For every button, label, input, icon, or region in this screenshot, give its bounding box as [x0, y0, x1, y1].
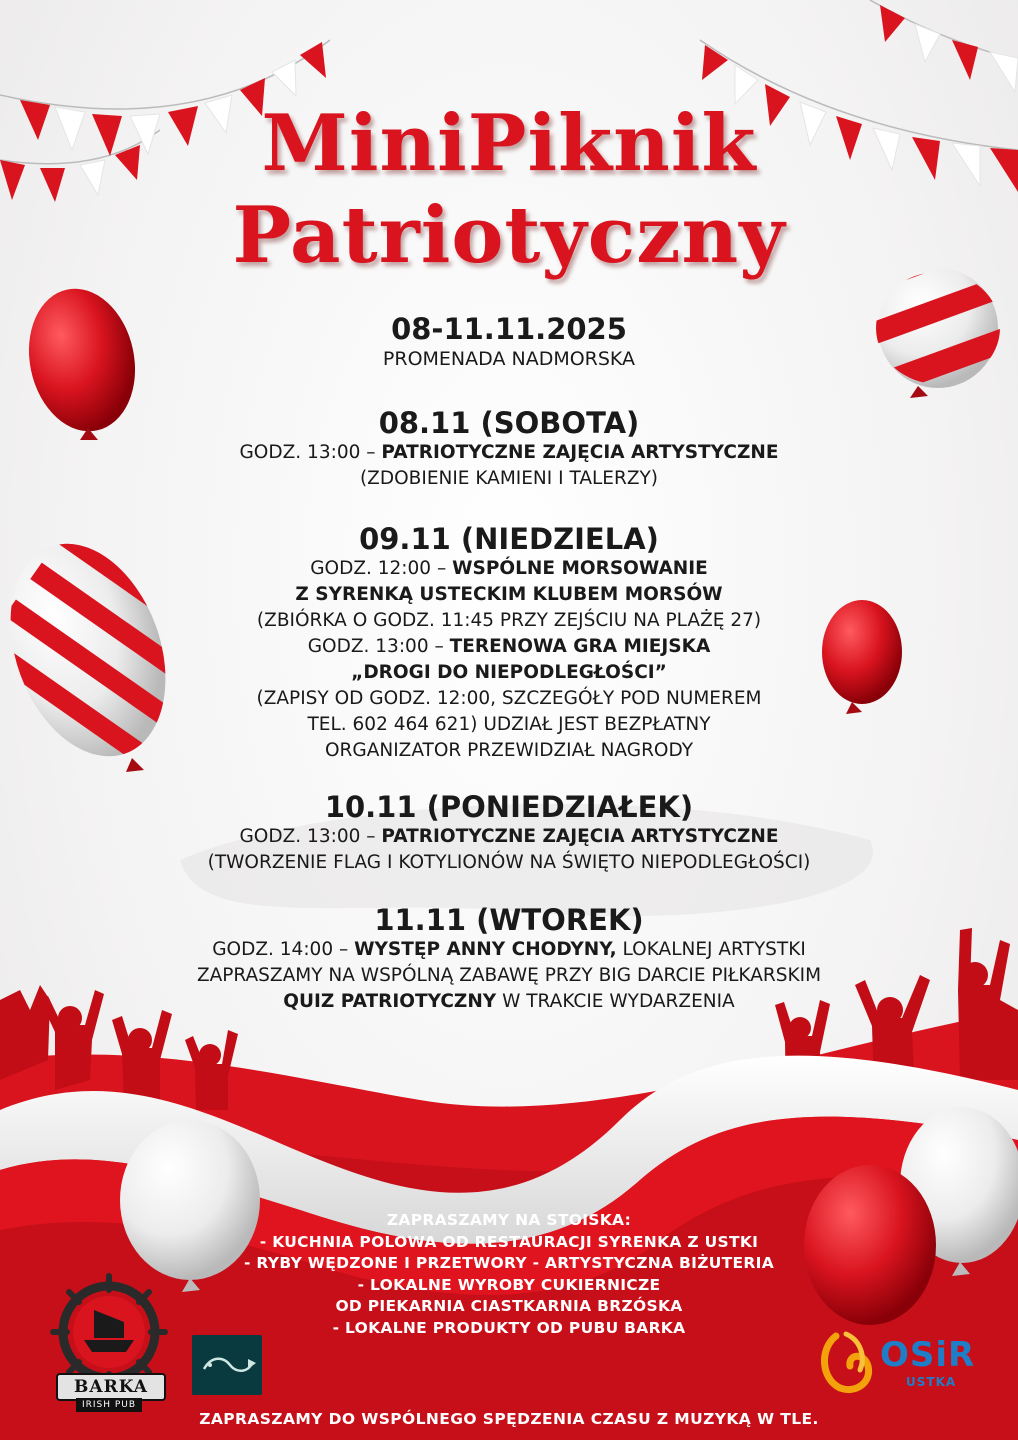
- day-2-line-5: „DROGI DO NIEPODLEGŁOŚCI”: [351, 662, 667, 683]
- day-2-line-6: (ZAPISY OD GODZ. 12:00, SZCZEGÓŁY POD NUMEREM: [256, 688, 762, 709]
- osir-logo-subtitle: USTKA: [906, 1375, 957, 1389]
- stall-item: - LOKALNE WYROBY CUKIERNICZE: [357, 1275, 661, 1294]
- day-4-time: GODZ. 14:00 –: [212, 939, 355, 960]
- title-line-1: MiniPiknik: [261, 98, 757, 189]
- title-line-2: Patriotyczny: [232, 190, 786, 281]
- stall-item: OD PIEKARNIA CIASTKARNIA BRZÓSKA: [335, 1297, 683, 1315]
- stall-item: - KUCHNIA POLOWA OD RESTAURACJI SYRENKA Z USTKI: [259, 1232, 759, 1251]
- day-2-time-1: GODZ. 12:00 –: [310, 558, 453, 579]
- day-4-line-3: [0, 989, 1018, 1015]
- day-3-heading: 10.11 (PONIEDZIAŁEK): [324, 790, 694, 824]
- event-location: PROMENADA NADMORSKA: [382, 348, 636, 370]
- day-2-heading: 09.11 (NIEDZIELA): [359, 522, 659, 556]
- day-3-event: PATRIOTYCZNE ZAJĘCIA ARTYSTYCZNE: [381, 826, 779, 847]
- day-2-section: [0, 522, 1018, 764]
- stall-item: - LOKALNE PRODUKTY OD PUBU BARKA: [332, 1318, 686, 1337]
- day-2-line-4: [0, 634, 1018, 660]
- day-4-quiz: QUIZ PATRIOTYCZNY: [283, 991, 497, 1012]
- day-2-event-2: TERENOWA GRA MIEJSKA: [449, 636, 711, 657]
- day-4-event-rest: LOKALNEJ ARTYSTKI: [616, 939, 806, 960]
- closing-text: ZAPRASZAMY DO WSPÓLNEGO SPĘDZENIA CZASU Z MUZYKĄ W TLE.: [199, 1410, 819, 1428]
- stalls-heading: ZAPRASZAMY NA STOISKA:: [386, 1211, 632, 1229]
- intro-section: [0, 312, 1018, 372]
- stall-item: - RYBY WĘDZONE I PRZETWORY - ARTYSTYCZNA BIŻUTERIA: [243, 1254, 774, 1272]
- day-1-line-2: (ZDOBIENIE KAMIENI I TALERZY): [359, 468, 659, 489]
- day-4-heading: 11.11 (WTOREK): [374, 903, 644, 937]
- day-1-heading: 08.11 (SOBOTA): [378, 406, 640, 440]
- osir-logo-text: OSiR: [880, 1335, 976, 1375]
- day-4-line-2: ZAPRASZAMY NA WSPÓLNĄ ZABAWĘ PRZY BIG DARCIE PIŁKARSKIM: [196, 965, 822, 986]
- syrenka-logo-icon: [192, 1335, 262, 1395]
- day-2-line-8: ORGANIZATOR PRZEWIDZIAŁ NAGRODY: [324, 740, 694, 761]
- day-2-time-2: GODZ. 13:00 –: [307, 636, 450, 657]
- day-4-line-1: [0, 937, 1018, 963]
- day-3-line-2: (TWORZENIE FLAG I KOTYLIONÓW NA ŚWIĘTO NIEPODLEGŁOŚCI): [207, 852, 811, 873]
- day-2-line-3: (ZBIÓRKA O GODZ. 11:45 PRZY ZEJŚCIU NA PLAŻĘ 27): [256, 610, 762, 631]
- day-3-section: [0, 790, 1018, 876]
- day-2-line-2: Z SYRENKĄ USTECKIM KLUBEM MORSÓW: [295, 584, 723, 605]
- day-4-event: WYSTĘP ANNY CHODYNY,: [354, 939, 617, 960]
- day-3-line-1: [0, 824, 1018, 850]
- day-4-section: [0, 903, 1018, 1015]
- barka-logo-name: BARKA: [56, 1373, 166, 1401]
- day-2-line-1: [0, 556, 1018, 582]
- event-dates: 08-11.11.2025: [391, 312, 627, 346]
- day-1-section: [0, 406, 1018, 492]
- day-2-line-7: TEL. 602 464 621) UDZIAŁ JEST BEZPŁATNY: [307, 714, 711, 735]
- day-2-event-1: WSPÓLNE MORSOWANIE: [452, 558, 708, 579]
- day-4-quiz-rest: W TRAKCIE WYDARZENIA: [496, 991, 735, 1012]
- day-1-line-1: [0, 440, 1018, 466]
- day-1-event: PATRIOTYCZNE ZAJĘCIA ARTYSTYCZNE: [381, 442, 779, 463]
- day-1-time: GODZ. 13:00 –: [239, 442, 382, 463]
- day-3-time: GODZ. 13:00 –: [239, 826, 382, 847]
- barka-logo-subtitle: IRISH PUB: [76, 1398, 142, 1412]
